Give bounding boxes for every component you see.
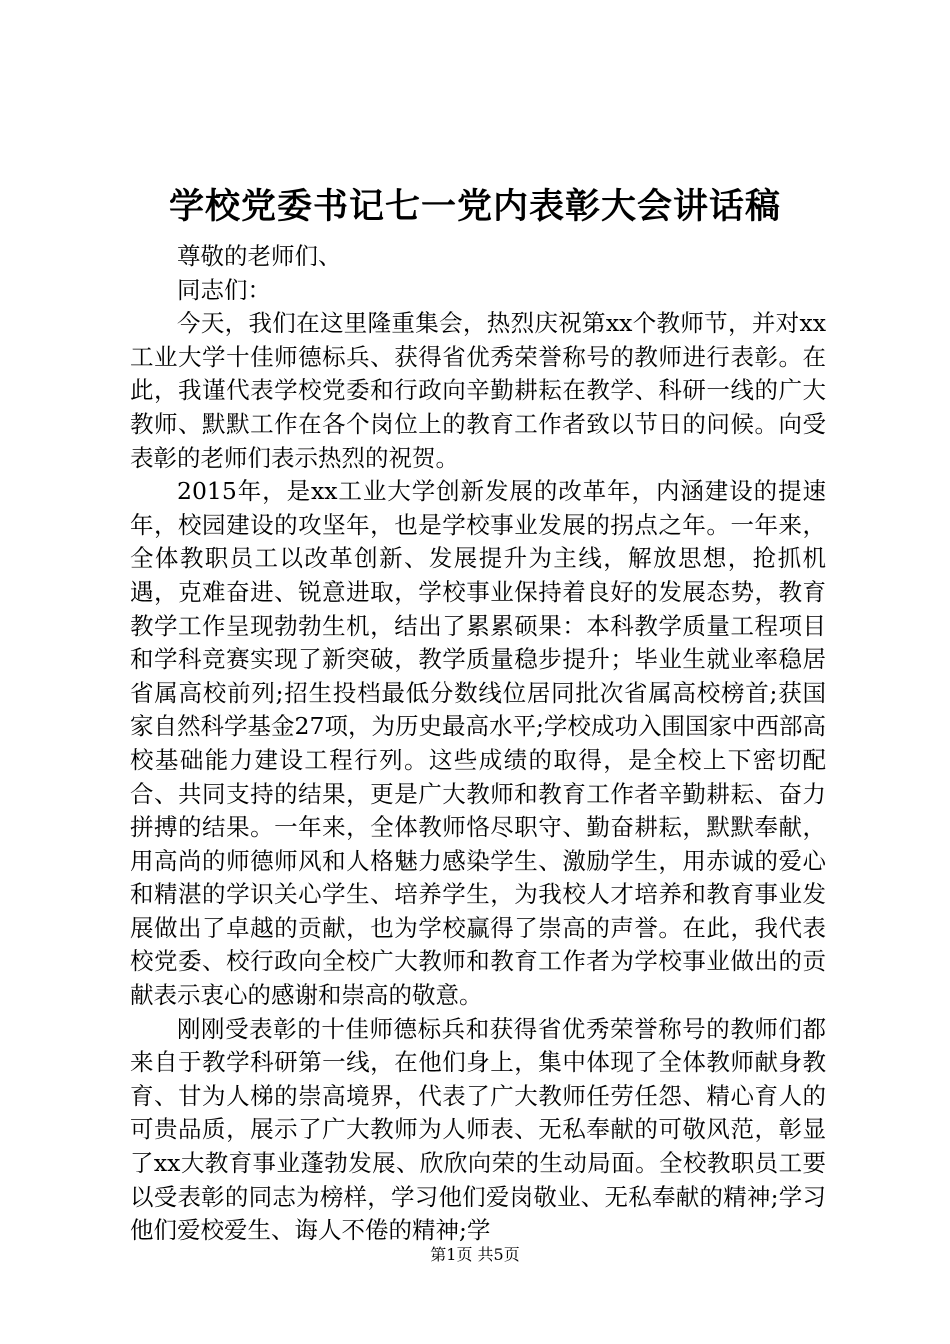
salutation-line: 同志们： — [177, 275, 271, 304]
body-paragraph: 刚刚受表彰的十佳师德标兵和获得省优秀荣誉称号的教师们都来自于教学科研第一线，在他们身上，集中体现了全体教师献身教育、甘为人梯的崇高境界，代表了广大教师任劳任怨、精心育人的可贵品质，展示了广大教师为人师表、无私奉献的可敬风范，彰显了xx大教育事业蓬勃发展、欣欣向荣的生动局面。全校教职员工要以受表彰的同志为榜样，学习他们爱岗敬业、无私奉献的精神;学习他们爱校爱生、诲人不倦的精神;学 — [130, 1014, 826, 1245]
salutation-line: 尊敬的老师们、 — [177, 242, 342, 270]
body-paragraph: 今天，我们在这里隆重集会，热烈庆祝第xx个教师节，并对xx工业大学十佳师德标兵、获得省优秀荣誉称号的教师进行表彰。在此，我谨代表学校党委和行政向辛勤耕耘在教学、科研一线的广大教师、默默工作在各个岗位上的教育工作者致以节日的问候。向受表彰的老师们表示热烈的祝贺。 — [130, 309, 826, 472]
document-title: 学校党委书记七一党内表彰大会讲话稿 — [168, 186, 781, 227]
page-number-footer: 第1页 共5页 — [430, 1245, 520, 1264]
body-paragraph: 2015年，是xx工业大学创新发展的改革年，内涵建设的提速年，校园建设的攻坚年，也是学校事业发展的拐点之年。一年来，全体教职员工以改革创新、发展提升为主线，解放思想，抢抓机遇，克难奋进、锐意进取，学校事业保持着良好的发展态势，教育教学工作呈现勃勃生机，结出了累累硕果：本科教学质量工程项目和学科竞赛实现了新突破，教学质量稳步提升；毕业生就业率稳居省属高校前列;招生投档最低分数线位居同批次省属高校榜首;获国家自然科学基金27项，为历史最高水平;学校成功入围国家中西部高校基础能力建设工程行列。这些成绩的取得，是全校上下密切配合、共同支持的结果，更是广大教师和教育工作者辛勤耕耘、奋力拼搏的结果。一年来，全体教师恪尽职守、勤奋耕耘，默默奉献，用高尚的师德师风和人格魅力感染学生、激励学生，用赤诚的爱心和精湛的学识关心学生、培养学生，为我校人才培养和教育事业发展做出了卓越的贡献，也为学校赢得了崇高的声誉。在此，我代表校党委、校行政向全校广大教师和教育工作者为学校事业做出的贡献表示衷心的感谢和崇高的敬意。 — [130, 477, 826, 1010]
document-body — [130, 240, 826, 1248]
